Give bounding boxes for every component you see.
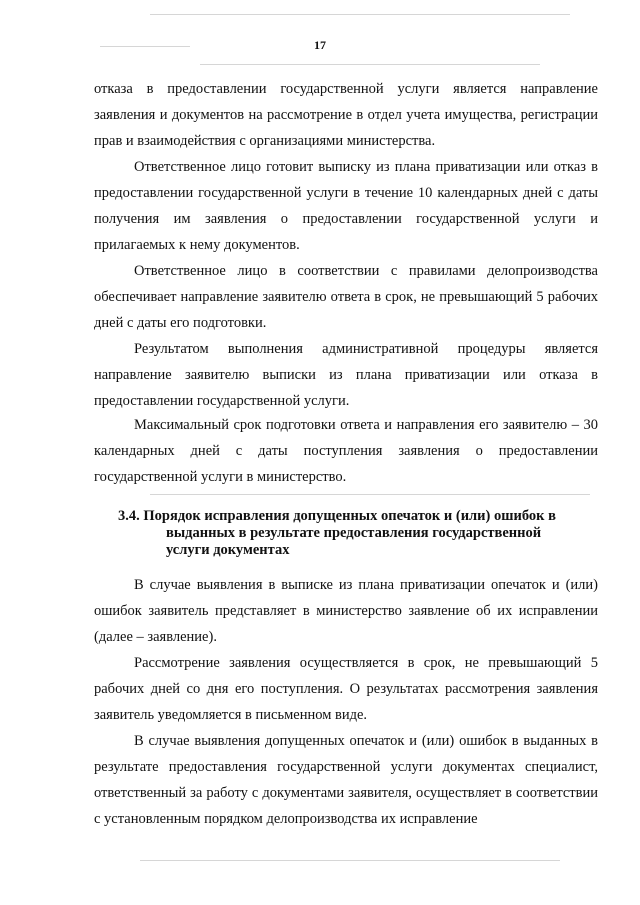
paragraph: Максимальный срок подготовки ответа и направления его заявителю – 30 календарных дней с даты поступления заявления о предоставлении государственной услуги в министерство. xyxy=(94,417,598,485)
section-heading xyxy=(118,508,596,559)
scan-noise xyxy=(140,860,560,861)
paragraph: отказа в предоставлении государственной услуги является направление заявления и документов на рассмотрение в отдел учета имущества, регистрации прав и взаимодействия с организациями министерства. xyxy=(94,81,598,149)
section-heading-line: выданных в результате предоставления государственной xyxy=(166,525,542,541)
paragraph: Ответственное лицо в соответствии с правилами делопроизводства обеспечивает направление заявителю ответа в срок, не превышающий 5 рабочих дней с даты его подготовки. xyxy=(94,263,598,331)
paragraph: В случае выявления в выписке из плана приватизации опечаток и (или) ошибок заявитель представляет в министерство заявление об их исправлении (далее – заявление). xyxy=(94,577,598,645)
paragraph: В случае выявления допущенных опечаток и (или) ошибок в выданных в результате предоставления государственной услуги документах специалист, ответственный за работу с документами заявителя, осуществляет в соответствии с установленным порядком делопроизводства их исправление xyxy=(94,733,598,827)
section-heading-line: услуги документах xyxy=(166,542,290,558)
scan-noise xyxy=(150,14,570,15)
paragraph: Ответственное лицо готовит выписку из плана приватизации или отказ в предоставлении государственной услуги в течение 10 календарных дней с даты получения им заявления о предоставлении государственной услуги и прилагаемых к нему документов. xyxy=(94,159,598,253)
scan-noise xyxy=(150,494,590,495)
paragraph: Результатом выполнения административной процедуры является направление заявителю выписки из плана приватизации или отказа в предоставлении государственной услуги. xyxy=(94,341,598,409)
section-heading-line: 3.4. Порядок исправления допущенных опечаток и (или) ошибок в xyxy=(118,508,556,524)
page-number: 17 xyxy=(314,38,326,52)
paragraph: Рассмотрение заявления осуществляется в срок, не превышающий 5 рабочих дней со дня его поступления. О результатах рассмотрения заявления заявитель уведомляется в письменном виде. xyxy=(94,655,598,723)
scan-noise xyxy=(200,64,540,65)
